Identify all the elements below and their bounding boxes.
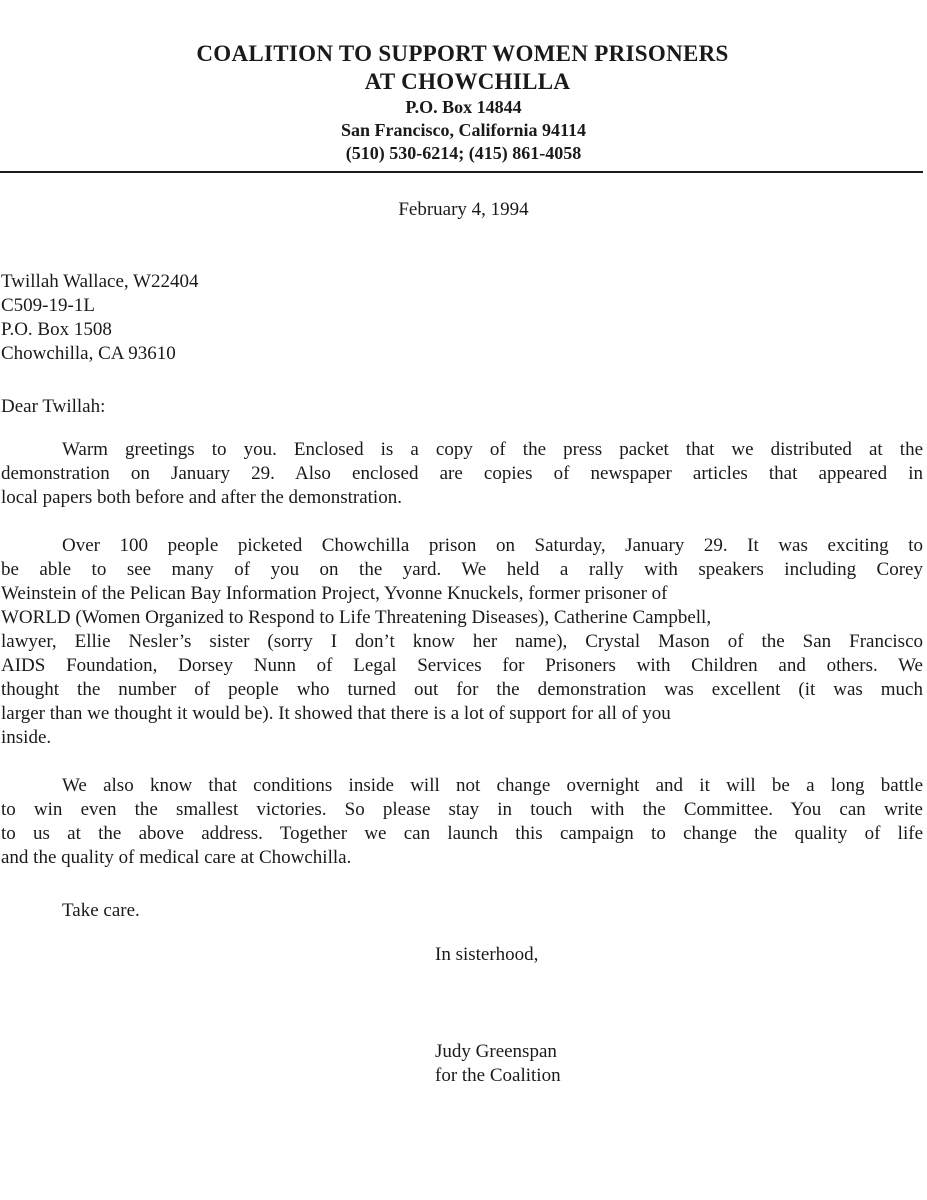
recipient-city: Chowchilla, CA 93610 xyxy=(1,343,176,364)
paragraph-line: inside. xyxy=(1,727,52,748)
take-care-line: Take care. xyxy=(62,900,140,921)
signature-block xyxy=(435,1040,561,1088)
org-po-box: P.O. Box 14844 xyxy=(405,97,522,117)
organization-name-line-2: AT CHOWCHILLA xyxy=(364,69,571,94)
paragraph-line: and the quality of medical care at Chowchilla. xyxy=(1,847,352,868)
org-phones: (510) 530-6214; (415) 861-4058 xyxy=(345,143,582,163)
letter-date: February 4, 1994 xyxy=(398,199,529,220)
paragraph-line: AIDS Foundation, Dorsey Nunn of Legal Services for Prisoners with Children and others. We xyxy=(1,655,923,676)
recipient-unit: C509-19-1L xyxy=(1,295,95,316)
org-city: San Francisco, California 94114 xyxy=(340,120,586,140)
paragraph-line: larger than we thought it would be). It showed that there is a lot of support for all of you xyxy=(1,703,671,724)
paragraph-line: local papers both before and after the demonstration. xyxy=(1,487,402,508)
paragraph-line: demonstration on January 29. Also enclosed are copies of newspaper articles that appeared in xyxy=(1,463,923,484)
recipient-name: Twillah Wallace, W22404 xyxy=(1,271,199,292)
signer-name: Judy Greenspan xyxy=(435,1041,557,1062)
recipient-address xyxy=(1,270,198,366)
paragraph-line: Over 100 people picketed Chowchilla prison on Saturday, January 29. It was exciting to xyxy=(62,535,923,556)
paragraph-line: be able to see many of you on the yard. We held a rally with speakers including Corey xyxy=(1,559,923,580)
paragraph-line: Weinstein of the Pelican Bay Information Project, Yvonne Knuckels, former prisoner of xyxy=(1,583,668,604)
paragraph-line: Warm greetings to you. Enclosed is a copy of the press packet that we distributed at the xyxy=(62,439,923,460)
paragraph-line: to win even the smallest victories. So please stay in touch with the Committee. You can write xyxy=(1,799,923,820)
paragraph-2 xyxy=(1,534,923,750)
paragraph-line: to us at the above address. Together we can launch this campaign to change the quality of life xyxy=(1,823,923,844)
letterhead xyxy=(0,40,927,165)
paragraph-line: We also know that conditions inside will not change overnight and it will be a long battle xyxy=(62,775,923,796)
letterhead-divider xyxy=(0,171,923,173)
salutation: Dear Twillah: xyxy=(1,396,106,417)
signer-title: for the Coalition xyxy=(435,1065,561,1086)
paragraph-3 xyxy=(1,774,923,870)
paragraph-1 xyxy=(1,438,923,510)
recipient-po-box: P.O. Box 1508 xyxy=(1,319,112,340)
paragraph-line: thought the number of people who turned out for the demonstration was excellent (it was much xyxy=(1,679,923,700)
organization-name: COALITION TO SUPPORT WOMEN PRISONERS xyxy=(196,41,729,66)
paragraph-line: lawyer, Ellie Nesler’s sister (sorry I don’t know her name), Crystal Mason of the San Francisco xyxy=(1,631,923,652)
paragraph-line: WORLD (Women Organized to Respond to Life Threatening Diseases), Catherine Campbell, xyxy=(1,607,712,628)
closing: In sisterhood, xyxy=(435,944,539,965)
